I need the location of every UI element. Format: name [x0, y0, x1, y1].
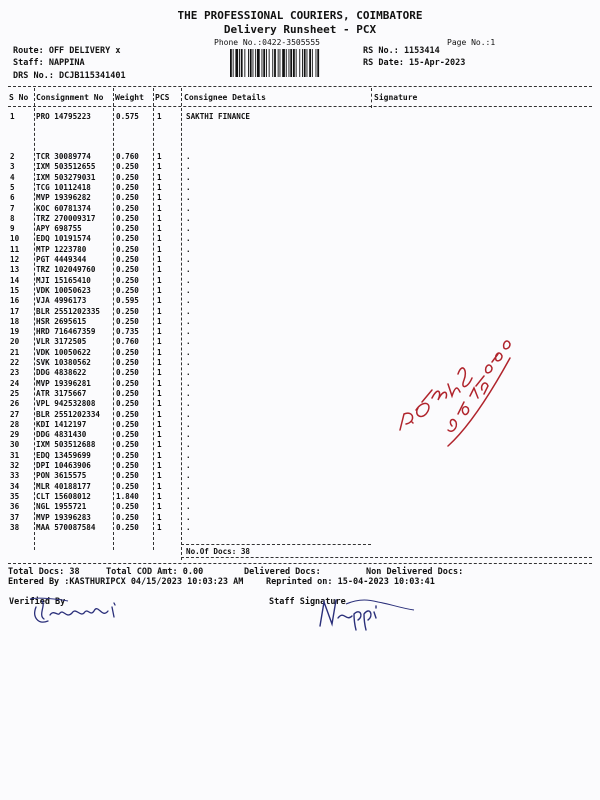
row-sno: 15	[10, 285, 20, 295]
row-pcs: 1	[157, 399, 162, 409]
row-sno: 33	[10, 471, 20, 481]
row-weight: 0.250	[116, 275, 139, 285]
row-consignee: .	[186, 399, 191, 409]
row-sno: 28	[10, 419, 20, 429]
row-sno: 20	[10, 337, 20, 347]
row-weight: 0.250	[116, 285, 139, 295]
table-row	[0, 204, 600, 214]
row-consignment: BLR 2551202335	[36, 306, 101, 316]
row-consignment: IXM 503279031	[36, 172, 96, 182]
row-consignment: MJI 15165410	[36, 275, 91, 285]
row-weight: 0.250	[116, 388, 139, 398]
row-consignee: .	[186, 296, 191, 306]
row-sno: 35	[10, 491, 20, 501]
row-consignment: PRO 14795223	[36, 112, 91, 121]
table-row	[0, 513, 600, 523]
row-consignee: .	[186, 213, 191, 223]
row-pcs: 1	[157, 285, 162, 295]
row-weight: 0.250	[116, 193, 139, 203]
row-sno: 26	[10, 399, 20, 409]
row-pcs: 1	[157, 112, 162, 121]
row-consignment: KDI 1412197	[36, 419, 87, 429]
row-sno: 1	[10, 112, 15, 121]
page-number: Page No.:1	[447, 38, 496, 47]
row-consignee: .	[186, 316, 191, 326]
row-consignment: MLR 40188177	[36, 481, 91, 491]
row-consignment: SVK 10380562	[36, 358, 91, 367]
table-row	[0, 234, 600, 244]
row-sno: 16	[10, 296, 20, 306]
row-pcs: 1	[157, 512, 162, 522]
row-sno: 17	[10, 306, 20, 316]
row-consignee: .	[186, 162, 191, 172]
row-pcs: 1	[157, 522, 162, 532]
row-consignment: KOC 60781374	[36, 203, 91, 213]
table-row	[0, 523, 600, 533]
column-header-pcs: PCS	[155, 93, 170, 102]
row-sno: 38	[10, 522, 20, 532]
route-label: Route: OFF DELIVERY x	[13, 46, 121, 56]
docs-divider	[181, 544, 371, 545]
row-consignment: EDQ 13459699	[36, 450, 91, 460]
row-consignee: .	[186, 152, 191, 161]
row-pcs: 1	[157, 316, 162, 326]
row-weight: 0.250	[116, 203, 139, 213]
row-pcs: 1	[157, 450, 162, 460]
row-consignment: CLT 15608012	[36, 491, 91, 501]
row-weight: 0.250	[116, 409, 139, 419]
row-consignee: .	[186, 193, 191, 203]
row-consignee: .	[186, 244, 191, 254]
row-weight: 0.250	[116, 368, 139, 378]
staff-signature-label: Staff Signature	[269, 597, 346, 607]
row-consignee: .	[186, 224, 191, 234]
row-pcs: 1	[157, 224, 162, 234]
row-consignee: .	[186, 337, 191, 347]
row-pcs: 1	[157, 471, 162, 481]
table-row	[0, 193, 600, 203]
row-pcs: 1	[157, 491, 162, 501]
row-consignment: ATR 3175667	[36, 388, 87, 398]
row-pcs: 1	[157, 358, 162, 367]
row-sno: 32	[10, 461, 20, 470]
row-consignee: .	[186, 378, 191, 388]
row-consignee: .	[186, 285, 191, 295]
phone-number: Phone No.:0422-3505555	[214, 38, 320, 47]
row-consignment: MTP 1223780	[36, 244, 87, 254]
row-weight: 0.595	[116, 296, 139, 306]
row-weight: 0.250	[116, 399, 139, 409]
handwritten-note	[388, 318, 528, 458]
row-consignee: .	[186, 368, 191, 378]
row-pcs: 1	[157, 296, 162, 306]
row-weight: 0.250	[116, 450, 139, 460]
row-pcs: 1	[157, 193, 162, 203]
row-consignee: .	[186, 275, 191, 285]
row-sno: 4	[10, 172, 15, 182]
row-pcs: 1	[157, 255, 162, 264]
row-weight: 0.250	[116, 265, 139, 275]
row-consignment: HSR 2695615	[36, 316, 87, 326]
row-consignment: IXM 503512688	[36, 440, 96, 450]
row-consignee: .	[186, 430, 191, 440]
row-sno: 6	[10, 193, 15, 203]
rs-date: RS Date: 15-Apr-2023	[363, 58, 466, 68]
row-pcs: 1	[157, 430, 162, 440]
table-row	[0, 162, 600, 172]
row-consignment: DDG 4838622	[36, 368, 87, 378]
row-consignee: .	[186, 502, 191, 512]
row-consignee: .	[186, 358, 191, 367]
row-pcs: 1	[157, 162, 162, 172]
row-consignment: NGL 1955721	[36, 502, 87, 512]
row-weight: 1.840	[116, 491, 139, 501]
row-consignment: PGT 4449344	[36, 255, 87, 264]
row-sno: 34	[10, 481, 20, 491]
column-header-consignee: Consignee Details	[184, 93, 266, 102]
row-sno: 30	[10, 440, 20, 450]
row-sno: 22	[10, 358, 20, 367]
row-sno: 21	[10, 347, 20, 357]
row-weight: 0.250	[116, 306, 139, 316]
row-pcs: 1	[157, 337, 162, 347]
row-weight: 0.250	[116, 481, 139, 491]
row-consignment: BLR 2551202334	[36, 409, 101, 419]
row-sno: 14	[10, 275, 20, 285]
row-consignee: .	[186, 461, 191, 470]
company-name: THE PROFESSIONAL COURIERS, COIMBATORE	[177, 9, 423, 22]
row-consignee: .	[186, 450, 191, 460]
row-sno: 11	[10, 244, 20, 254]
row-pcs: 1	[157, 419, 162, 429]
row-sno: 25	[10, 388, 20, 398]
row-consignee: .	[186, 255, 191, 264]
row-pcs: 1	[157, 306, 162, 316]
row-pcs: 1	[157, 409, 162, 419]
table-end-divider	[181, 557, 592, 558]
row-pcs: 1	[157, 327, 162, 337]
table-row	[0, 296, 600, 306]
row-consignment: APY 698755	[36, 224, 82, 234]
row-consignment: TRZ 270009317	[36, 213, 96, 223]
row-pcs: 1	[157, 388, 162, 398]
row-weight: 0.250	[116, 224, 139, 234]
row-pcs: 1	[157, 152, 162, 161]
row-weight: 0.250	[116, 347, 139, 357]
row-consignment: MVP 19396281	[36, 378, 91, 388]
table-row	[0, 214, 600, 224]
row-consignee: .	[186, 265, 191, 275]
table-row	[0, 482, 600, 492]
row-consignment: HRD 716467359	[36, 327, 96, 337]
row-consignment: TRZ 102049760	[36, 265, 96, 275]
row-consignee: .	[186, 491, 191, 501]
document-title: Delivery Runsheet - PCX	[223, 23, 377, 36]
row-consignee: .	[186, 306, 191, 316]
row-pcs: 1	[157, 502, 162, 512]
row-weight: 0.250	[116, 244, 139, 254]
row-consignment: EDQ 10191574	[36, 234, 91, 244]
table-row	[0, 152, 600, 162]
staff-label: Staff: NAPPINA	[13, 58, 85, 68]
row-pcs: 1	[157, 347, 162, 357]
row-pcs: 1	[157, 244, 162, 254]
row-sno: 2	[10, 152, 15, 161]
row-sno: 12	[10, 255, 20, 264]
row-pcs: 1	[157, 368, 162, 378]
row-sno: 10	[10, 234, 20, 244]
table-row	[0, 492, 600, 502]
row-consignment: MVP 19396283	[36, 512, 91, 522]
row-consignment: VPL 942532808	[36, 399, 96, 409]
row-weight: 0.250	[116, 419, 139, 429]
column-header-consignment: Consignment No	[36, 93, 104, 102]
row-sno: 8	[10, 213, 15, 223]
row-consignment: VLR 3172505	[36, 337, 87, 347]
row-consignee: .	[186, 481, 191, 491]
row-pcs: 1	[157, 172, 162, 182]
row-consignment: VDK 10050623	[36, 285, 91, 295]
verified-by-label: Verified By	[9, 597, 66, 607]
row-weight: 0.250	[116, 471, 139, 481]
row-pcs: 1	[157, 378, 162, 388]
row-consignment: VDK 10050622	[36, 347, 91, 357]
row-sno: 13	[10, 265, 20, 275]
row-consignee: .	[186, 182, 191, 192]
table-row	[0, 471, 600, 481]
row-consignee: .	[186, 409, 191, 419]
row-pcs: 1	[157, 481, 162, 491]
row-pcs: 1	[157, 440, 162, 450]
row-pcs: 1	[157, 213, 162, 223]
row-pcs: 1	[157, 203, 162, 213]
row-sno: 7	[10, 203, 15, 213]
staff-signature	[310, 588, 420, 632]
row-pcs: 1	[157, 182, 162, 192]
row-weight: 0.250	[116, 378, 139, 388]
row-weight: 0.250	[116, 182, 139, 192]
no-of-docs: No.Of Docs: 38	[186, 547, 251, 556]
row-sno: 5	[10, 182, 15, 192]
row-weight: 0.250	[116, 213, 139, 223]
row-consignee: .	[186, 522, 191, 532]
row-consignment: DPI 10463906	[36, 461, 91, 470]
table-row	[0, 265, 600, 275]
total-cod: Total COD Amt: 0.00	[106, 567, 204, 577]
row-weight: 0.250	[116, 358, 139, 367]
row-pcs: 1	[157, 265, 162, 275]
verifier-signature	[28, 595, 138, 631]
column-header-weight: Weight	[115, 93, 144, 102]
row-sno: 23	[10, 368, 20, 378]
row-consignee: .	[186, 172, 191, 182]
row-consignment: TCR 30089774	[36, 152, 91, 161]
row-consignee: .	[186, 327, 191, 337]
row-weight: 0.250	[116, 522, 139, 532]
row-weight: 0.250	[116, 172, 139, 182]
row-pcs: 1	[157, 275, 162, 285]
column-header-signature: Signature	[374, 93, 418, 102]
row-consignee: .	[186, 471, 191, 481]
table-row	[0, 286, 600, 296]
row-consignee: .	[186, 440, 191, 450]
table-row	[0, 276, 600, 286]
row-pcs: 1	[157, 461, 162, 470]
rs-number: RS No.: 1153414	[363, 46, 440, 56]
row-sno: 37	[10, 512, 20, 522]
row-sno: 9	[10, 224, 15, 234]
total-docs: Total Docs: 38	[8, 567, 80, 577]
row-sno: 27	[10, 409, 20, 419]
table-row	[0, 173, 600, 183]
row-weight: 0.575	[116, 112, 139, 121]
row-weight: 0.250	[116, 502, 139, 512]
table-row	[0, 502, 600, 512]
row-consignee: SAKTHI FINANCE	[186, 112, 251, 121]
row-weight: 0.760	[116, 337, 139, 347]
row-consignee: .	[186, 512, 191, 522]
entered-by: Entered By :KASTHURIPCX 04/15/2023 10:03:23 AM	[8, 577, 244, 587]
row-consignment: MVP 19396282	[36, 193, 91, 203]
row-sno: 36	[10, 502, 20, 512]
table-row	[0, 255, 600, 265]
row-consignment: VJA 4996173	[36, 296, 87, 306]
row-weight: 0.250	[116, 316, 139, 326]
column-header-sno: S No	[9, 93, 29, 102]
row-sno: 29	[10, 430, 20, 440]
row-weight: 0.250	[116, 461, 139, 470]
table-row	[0, 307, 600, 317]
row-consignee: .	[186, 419, 191, 429]
row-weight: 0.250	[116, 234, 139, 244]
row-consignee: .	[186, 347, 191, 357]
row-consignee: .	[186, 203, 191, 213]
row-consignment: IXM 503512655	[36, 162, 96, 172]
row-consignment: MAA 570087584	[36, 522, 96, 532]
row-weight: 0.250	[116, 512, 139, 522]
table-row	[0, 245, 600, 255]
row-sno: 31	[10, 450, 20, 460]
row-sno: 24	[10, 378, 20, 388]
table-row	[0, 461, 600, 471]
row-weight: 0.735	[116, 327, 139, 337]
row-sno: 3	[10, 162, 15, 172]
row-weight: 0.760	[116, 152, 139, 161]
row-consignee: .	[186, 388, 191, 398]
row-weight: 0.250	[116, 440, 139, 450]
footer-divider	[8, 563, 592, 564]
table-row	[0, 183, 600, 193]
table-row	[0, 224, 600, 234]
row-weight: 0.250	[116, 430, 139, 440]
reprinted-on: Reprinted on: 15-04-2023 10:03:41	[266, 577, 435, 587]
drs-number: DRS No.: DCJB115341401	[13, 71, 126, 81]
row-consignment: DDG 4831430	[36, 430, 87, 440]
row-pcs: 1	[157, 234, 162, 244]
row-sno: 19	[10, 327, 20, 337]
row-sno: 18	[10, 316, 20, 326]
row-weight: 0.250	[116, 255, 139, 264]
row-consignment: TCG 10112418	[36, 182, 91, 192]
row-consignee: .	[186, 234, 191, 244]
non-delivered-docs: Non Delivered Docs:	[366, 567, 464, 577]
row-weight: 0.250	[116, 162, 139, 172]
row-consignment: PON 3615575	[36, 471, 87, 481]
delivered-docs: Delivered Docs:	[244, 567, 321, 577]
